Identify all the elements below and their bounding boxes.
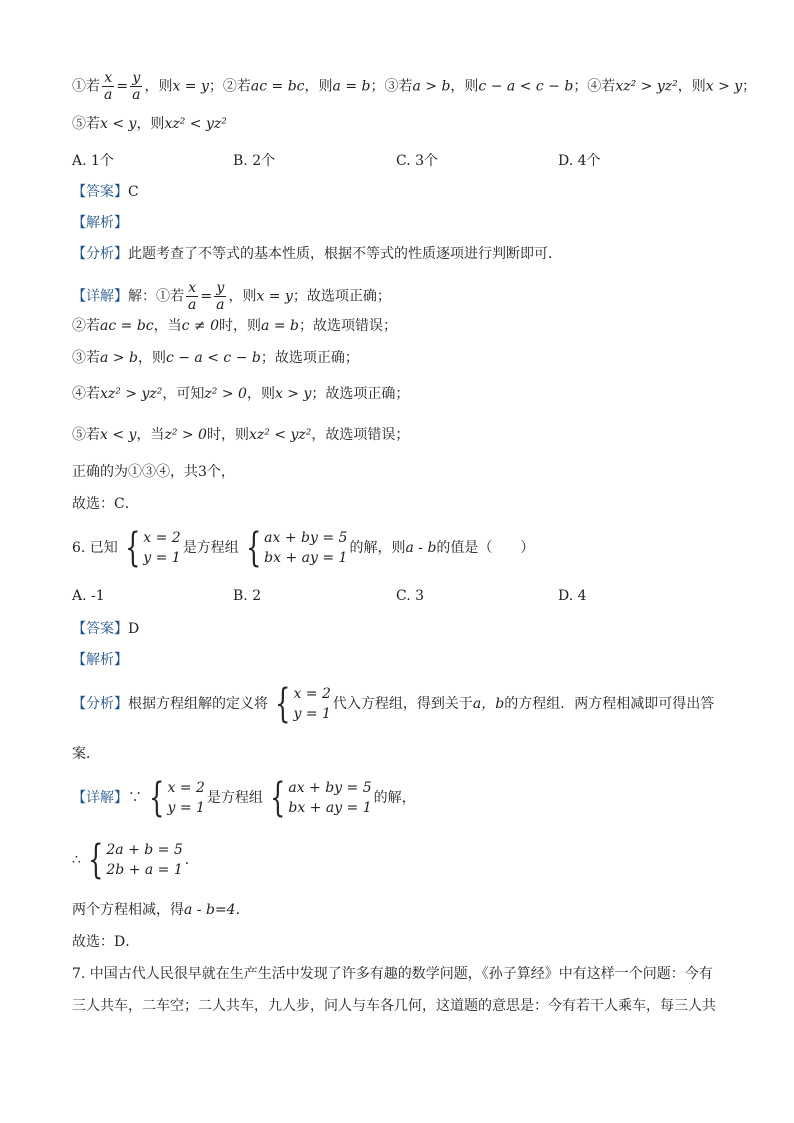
q6-option-d: D. 4 bbox=[558, 588, 587, 604]
equation-system: { ax + by = 5 bx + ay = 1 bbox=[269, 775, 372, 821]
text: ①若 bbox=[72, 78, 100, 95]
q5-detail-line2: ②若ac = bc，当c ≠ 0时，则a = b；故选项错误； bbox=[72, 318, 397, 334]
equation-system-solution: { x = 2 y = 1 bbox=[149, 775, 205, 821]
q5-detail-line1: 【详解】解：①若 $\frac{x}{a}$ = $\frac{y}{a}$ ，则x = y；故选项正确； bbox=[72, 280, 391, 313]
q6-stem: 6. 已知 { x = 2 y = 1 是方程组 { ax + by = 5 bx + ay = 1 的解，则a - b的值是（ ） bbox=[72, 525, 535, 571]
answer-tag: 【答案】 bbox=[72, 184, 128, 200]
q6-choose: 故选：D． bbox=[72, 934, 140, 950]
q7-line1: 7. 中国古代人民很早就在生产生活中发现了许多有趣的数学问题，《孙子算经》中有这样一个问题：今有 bbox=[72, 966, 713, 982]
q6-therefore: ∴ { 2a + b = 5 2b + a = 1 ． bbox=[72, 837, 199, 883]
equation-system-solution: { x = 2 y = 1 bbox=[275, 681, 331, 727]
q5-statement-line1: ①若 $\frac{x}{a}$ = $\frac{y}{a}$ ，则x = y；②若ac = bc，则a = b；③若a > b，则c − a < c − b；④若xz² > yz²，则x > y； bbox=[72, 70, 757, 103]
fraction-y-over-a: $\frac{y}{a}$ bbox=[216, 280, 225, 313]
q7-line2: 三人共车，二车空；二人共车，九人步，问人与车各几何，这道题的意思是：今有若干人乘车，每三人共 bbox=[72, 998, 716, 1014]
q6-analysis-heading: 【解析】 bbox=[72, 652, 128, 668]
q6-answer: 【答案】D bbox=[72, 621, 140, 637]
math: x = y bbox=[172, 78, 209, 95]
q5-conclusion: 正确的为①③④，共3个， bbox=[72, 464, 235, 480]
q5-option-b: B. 2个 bbox=[233, 153, 276, 169]
q5-detail-line5: ⑤若x < y，当z² > 0时，则xz² < yz²，故选项错误； bbox=[72, 427, 410, 443]
equation-system-solution: { x = 2 y = 1 bbox=[124, 525, 181, 571]
q5-detail-line4: ④若xz² > yz²，可知z² > 0，则x > y；故选项正确； bbox=[72, 386, 410, 402]
q6-option-b: B. 2 bbox=[233, 588, 262, 604]
equation-system-derived: { 2a + b = 5 2b + a = 1 bbox=[88, 837, 183, 883]
fraction-y-over-a: $\frac{y}{a}$ bbox=[132, 70, 141, 103]
fraction-x-over-a: $\frac{x}{a}$ bbox=[104, 70, 113, 103]
q5-choose: 故选：C． bbox=[72, 496, 139, 512]
q5-option-a: A. 1个 bbox=[72, 153, 114, 169]
q5-fenxi: 【分析】此题考查了不等式的基本性质，根据不等式的性质逐项进行判断即可． bbox=[72, 246, 562, 262]
q6-detail: 【详解】∵ { x = 2 y = 1 是方程组 { ax + by = 5 bx + ay = 1 的解， bbox=[72, 775, 416, 821]
q5-option-c: C. 3个 bbox=[396, 153, 439, 169]
q5-option-d: D. 4个 bbox=[558, 153, 601, 169]
q5-statement-line2: ⑤若x < y，则xz² < yz² bbox=[72, 116, 227, 132]
q6-fenxi: 【分析】根据方程组解的定义将 { x = 2 y = 1 代入方程组，得到关于a，b的方程组．两方程相减即可得出答 bbox=[72, 681, 715, 727]
q6-subtract: 两个方程相减，得a - b=4． bbox=[72, 902, 250, 918]
q6-fenxi-cont: 案． bbox=[72, 746, 100, 762]
q5-answer: 【答案】C bbox=[72, 184, 139, 200]
q5-analysis-heading: 【解析】 bbox=[72, 215, 128, 231]
q6-option-c: C. 3 bbox=[396, 588, 425, 604]
q5-detail-line3: ③若a > b，则c − a < c − b；故选项正确； bbox=[72, 350, 359, 366]
fraction-x-over-a: $\frac{x}{a}$ bbox=[188, 280, 197, 313]
q6-option-a: A. -1 bbox=[72, 588, 105, 604]
equation-system: { ax + by = 5 bx + ay = 1 bbox=[245, 525, 348, 571]
